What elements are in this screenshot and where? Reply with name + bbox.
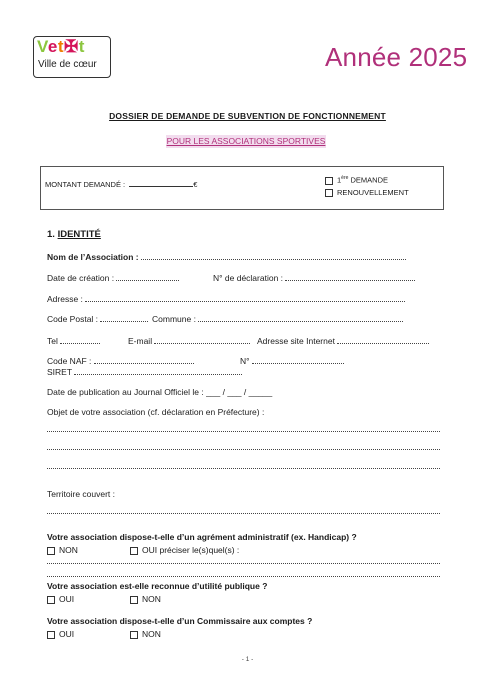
public-utility-yes-option[interactable]: OUI (47, 594, 74, 604)
accreditation-yes-option[interactable]: OUI préciser le(s)quel(s) : (130, 545, 239, 555)
public-utility-yes-checkbox[interactable] (47, 596, 55, 604)
ville-logo (33, 36, 111, 78)
accreditation-detail-line-2[interactable] (47, 576, 440, 577)
auditor-yes-checkbox[interactable] (47, 631, 55, 639)
number-input[interactable] (252, 355, 344, 364)
public-utility-no-checkbox[interactable] (130, 596, 138, 604)
question-public-utility: Votre association est-elle reconnue d’utilité publique ? (47, 581, 268, 591)
amount-input[interactable] (129, 178, 193, 187)
website-input[interactable] (337, 335, 429, 344)
accreditation-no-checkbox[interactable] (47, 547, 55, 555)
public-utility-no-option[interactable]: NON (130, 594, 161, 604)
logo-wordmark: Vet✠t (37, 37, 85, 56)
auditor-no-option[interactable]: NON (130, 629, 161, 639)
naf-code-field: Code NAF : (47, 355, 194, 366)
purpose-input-line-1[interactable] (47, 431, 440, 432)
territory-label: Territoire couvert : (47, 489, 116, 499)
address-input[interactable] (85, 293, 405, 302)
siret-input[interactable] (74, 366, 242, 375)
accreditation-yes-checkbox[interactable] (130, 547, 138, 555)
purpose-input-line-3[interactable] (47, 468, 440, 469)
accreditation-detail-line-1[interactable] (47, 563, 440, 564)
city-input[interactable] (198, 313, 403, 322)
phone-field: Tel (47, 335, 100, 346)
territory-input-line[interactable] (47, 513, 440, 514)
logo-subtitle: Ville de cœur (38, 59, 97, 70)
accreditation-no-option[interactable]: NON (47, 545, 78, 555)
amount-field: MONTANT DEMANDÉ : € (45, 180, 198, 189)
creation-date-field: Date de création : (47, 272, 179, 283)
postal-code-input[interactable] (100, 313, 148, 322)
page-number: - 1 - (241, 656, 254, 663)
document-subtitle: POUR LES ASSOCIATIONS SPORTIVES (166, 136, 326, 146)
auditor-no-checkbox[interactable] (130, 631, 138, 639)
association-purpose-label: Objet de votre association (cf. déclaration en Préfecture) : (47, 407, 265, 417)
cross-icon: ✠ (64, 37, 79, 56)
amount-box (40, 166, 444, 210)
association-name-input[interactable] (141, 251, 406, 260)
declaration-number-field: N° de déclaration : (213, 272, 415, 283)
address-field: Adresse : (47, 293, 405, 304)
auditor-yes-option[interactable]: OUI (47, 629, 74, 639)
association-name-field: Nom de l’Association : (47, 251, 406, 262)
question-accreditation: Votre association dispose-t-elle d’un agrément administratif (ex. Handicap) ? (47, 532, 357, 542)
document-title: DOSSIER DE DEMANDE DE SUBVENTION DE FONCTIONNEMENT (109, 111, 386, 121)
naf-code-input[interactable] (94, 355, 194, 364)
renewal-option[interactable]: RENOUVELLEMENT (325, 188, 409, 197)
question-auditor: Votre association dispose-t-elle d’un Commissaire aux comptes ? (47, 616, 313, 626)
website-field: Adresse site Internet (257, 335, 429, 346)
email-input[interactable] (154, 335, 250, 344)
phone-input[interactable] (60, 335, 100, 344)
year-heading: Année 2025 (325, 42, 468, 72)
number-field: N° (240, 355, 344, 366)
first-request-checkbox[interactable] (325, 177, 333, 185)
section-heading: 1. IDENTITÉ (47, 229, 101, 240)
creation-date-input[interactable] (116, 272, 179, 281)
publication-date-field[interactable]: Date de publication au Journal Officiel le : ___ / ___ / _____ (47, 387, 273, 397)
purpose-input-line-2[interactable] (47, 449, 440, 450)
first-request-option[interactable]: 1ère DEMANDE (325, 175, 388, 185)
email-field: E-mail (128, 335, 250, 346)
siret-field: SIRET (47, 366, 242, 377)
renewal-checkbox[interactable] (325, 189, 333, 197)
city-field: Commune : (152, 313, 403, 324)
postal-code-field: Code Postal : (47, 313, 148, 324)
declaration-number-input[interactable] (285, 272, 415, 281)
